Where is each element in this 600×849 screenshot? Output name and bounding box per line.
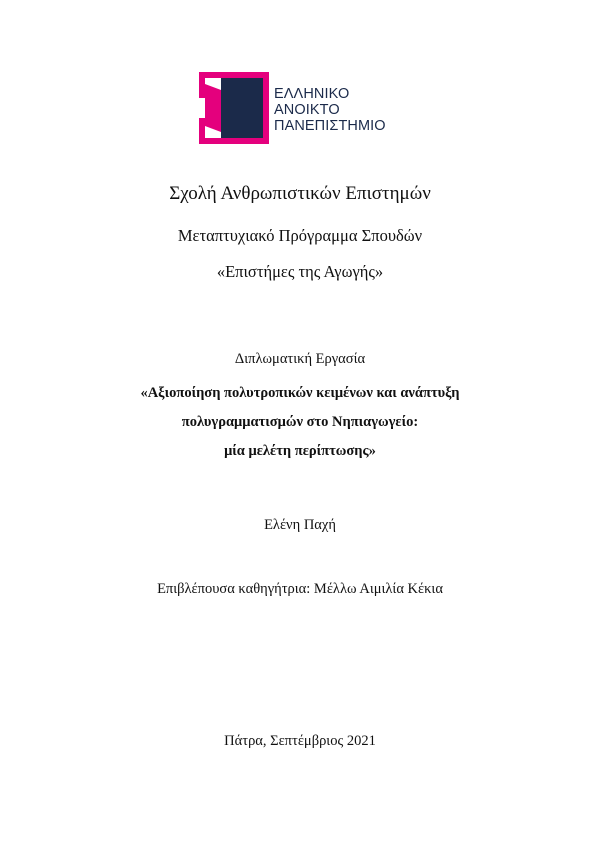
university-name-line-1: ΕΛΛΗΝΙΚΟ bbox=[274, 86, 350, 102]
thesis-title-line-3: μία μελέτη περίπτωσης» bbox=[224, 443, 376, 459]
university-name-line-2: ΑΝΟΙΚΤΟ bbox=[274, 102, 340, 118]
university-name bbox=[274, 86, 386, 134]
specialization: «Επιστήμες της Αγωγής» bbox=[216, 262, 384, 281]
place-date: Πάτρα, Σεπτέμβριος 2021 bbox=[224, 733, 376, 749]
university-logo-icon bbox=[199, 72, 269, 144]
program-name: Μεταπτυχιακό Πρόγραμμα Σπουδών bbox=[177, 226, 423, 245]
school-name: Σχολή Ανθρωπιστικών Επιστημών bbox=[169, 183, 431, 204]
university-logo bbox=[199, 72, 399, 144]
thesis-title-line-2: πολυγραμματισμών στο Νηπιαγωγείο: bbox=[181, 414, 419, 430]
author-name: Ελένη Παχή bbox=[264, 517, 336, 533]
thesis-title-line-1: «Αξιοποίηση πολυτροπικών κειμένων και ανάπτυξη bbox=[140, 385, 460, 401]
supervisor: Επιβλέπουσα καθηγήτρια: Μέλλω Αιμιλία Κέκια bbox=[157, 581, 443, 597]
document-type: Διπλωματική Εργασία bbox=[234, 351, 366, 367]
university-name-line-3: ΠΑΝΕΠΙΣΤΗΜΙΟ bbox=[274, 118, 386, 134]
